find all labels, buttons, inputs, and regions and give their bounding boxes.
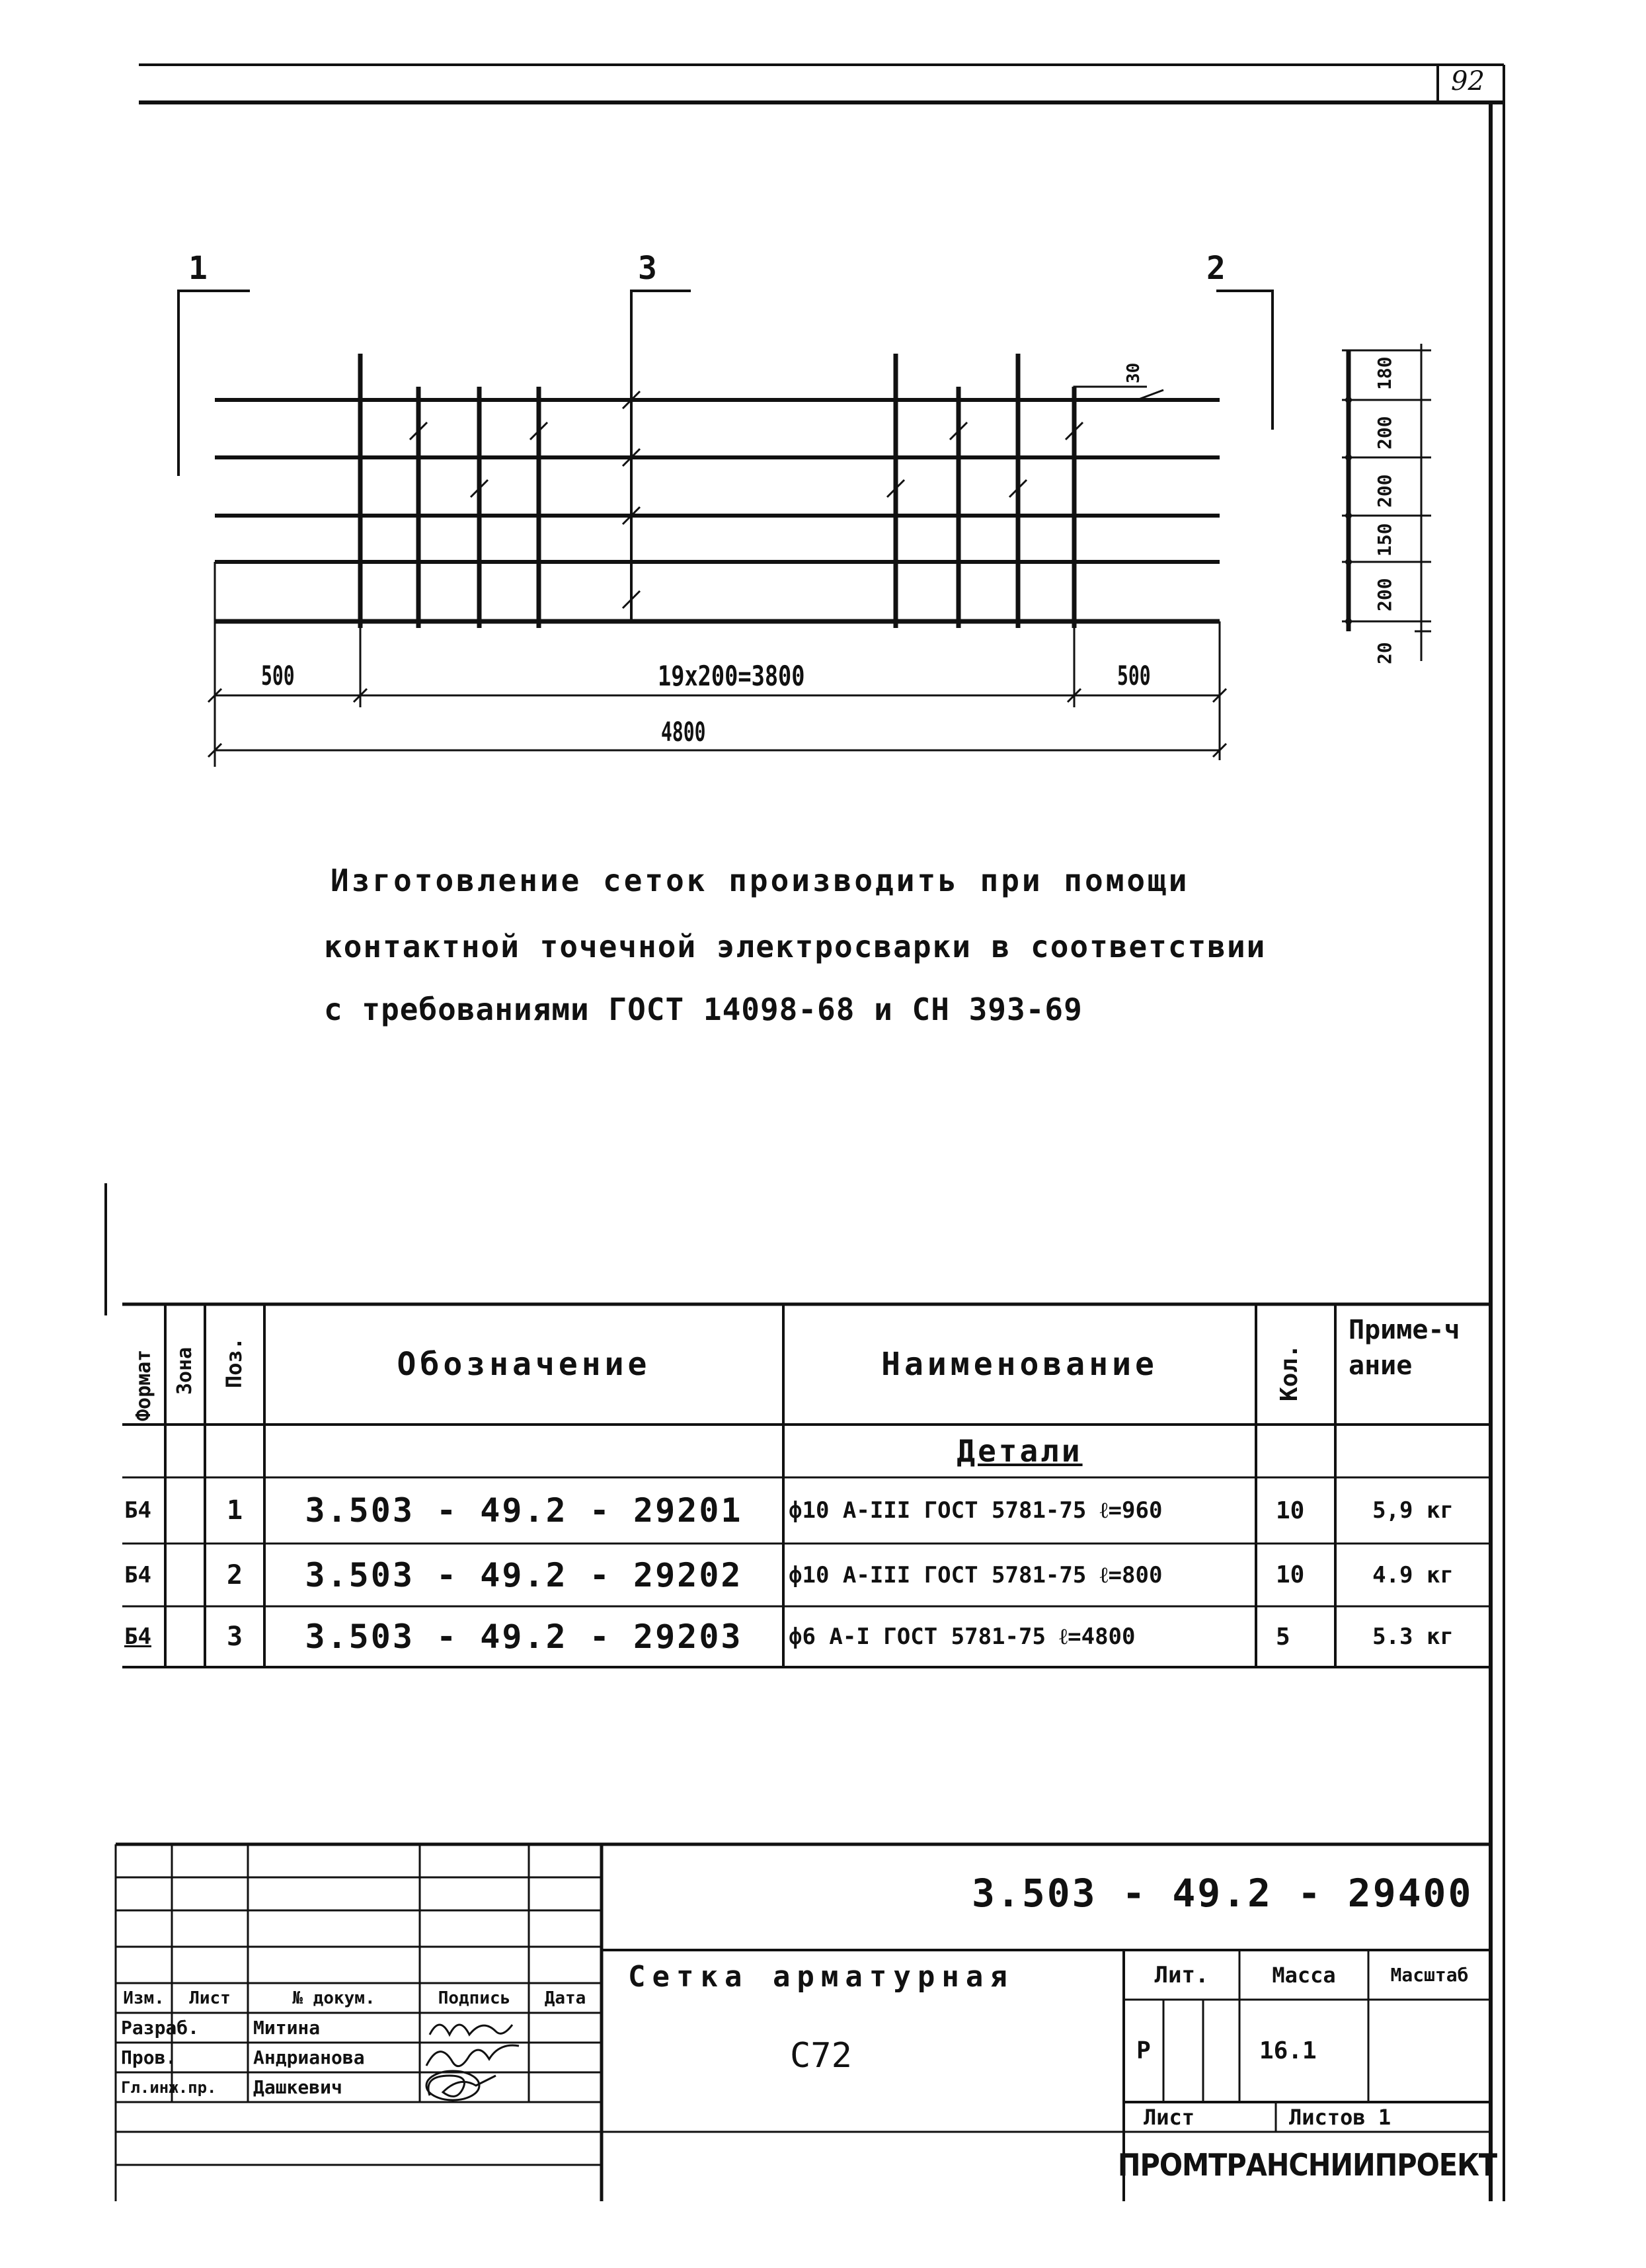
- side-dim-150: 150: [1374, 523, 1395, 557]
- row-pos: 2: [226, 1559, 243, 1590]
- section-details: Детали: [957, 1433, 1083, 1469]
- side-dim-200a: 200: [1374, 416, 1395, 450]
- row-designation: 3.503 - 49.2 - 29203: [305, 1618, 743, 1656]
- sheet-label: Лист: [1144, 2104, 1195, 2130]
- header-zone: Зона: [173, 1347, 196, 1395]
- row-name: ф10 А-III ГОСТ 5781-75 ℓ=800: [789, 1561, 1163, 1588]
- header-qty: Кол.: [1276, 1344, 1303, 1401]
- role-developer: Разраб.: [121, 2017, 200, 2039]
- dim-left: 500: [261, 661, 295, 691]
- doc-number: 3.503 - 49.2 - 29400: [972, 1871, 1473, 1916]
- dim-total: 4800: [661, 717, 706, 748]
- row-pos: 3: [226, 1622, 243, 1652]
- col-header-date: Дата: [544, 1988, 586, 2008]
- name-developer: Митина: [253, 2017, 321, 2039]
- row-format: Б4: [124, 1623, 151, 1650]
- doc-mark: С72: [790, 2036, 852, 2076]
- row-note: 5.3 кг: [1372, 1623, 1454, 1650]
- row-qty: 10: [1276, 1561, 1305, 1588]
- note-line-2: контактной точечной электросварки в соответствии: [324, 929, 1267, 964]
- header-designation: Обозначение: [397, 1346, 651, 1383]
- lit-value: Р: [1136, 2037, 1151, 2064]
- row-note: 4.9 кг: [1372, 1561, 1454, 1588]
- header-pos: Поз.: [221, 1337, 247, 1388]
- row-designation: 3.503 - 49.2 - 29202: [305, 1555, 743, 1594]
- col-header-sign: Подпись: [438, 1988, 511, 2008]
- header-note: Приме-чание: [1349, 1315, 1460, 1381]
- row-pos: 1: [226, 1495, 243, 1526]
- dim-offset: 30: [1124, 362, 1144, 383]
- side-dim-20: 20: [1374, 642, 1395, 664]
- note-line-3: с требованиями ГОСТ 14098-68 и СН 393-69: [324, 992, 1083, 1027]
- role-chief-engineer: Гл.инж.пр.: [121, 2078, 217, 2097]
- name-chief-engineer: Дашкевич: [253, 2076, 342, 2098]
- row-qty: 5: [1276, 1623, 1290, 1651]
- row-note: 5,9 кг: [1372, 1497, 1454, 1524]
- page-number: 92: [1451, 66, 1485, 97]
- dim-middle: 19x200=3800: [658, 660, 805, 692]
- col-header-list: Лист: [189, 1988, 231, 2008]
- header-name: Наименование: [881, 1346, 1158, 1383]
- mass-value: 16.1: [1259, 2037, 1317, 2064]
- scale-label: Масштаб: [1390, 1964, 1469, 1986]
- side-dim-200c: 200: [1374, 578, 1395, 611]
- side-dim-180: 180: [1374, 356, 1395, 390]
- sheets-label: Листов 1: [1289, 2104, 1391, 2130]
- row-name: ф6 А-I ГОСТ 5781-75 ℓ=4800: [789, 1623, 1136, 1650]
- row-designation: 3.503 - 49.2 - 29201: [305, 1491, 743, 1530]
- note-line-1: Изготовление сеток производить при помощи: [331, 863, 1190, 898]
- col-header-izm: Изм.: [123, 1988, 165, 2008]
- callout-3: 3: [638, 250, 657, 287]
- dim-right: 500: [1117, 661, 1151, 691]
- row-format: Б4: [124, 1561, 151, 1588]
- name-checker: Андрианова: [253, 2047, 365, 2068]
- row-format: Б4: [124, 1497, 151, 1524]
- row-name: ф10 А-III ГОСТ 5781-75 ℓ=960: [789, 1497, 1163, 1524]
- callout-1: 1: [188, 250, 208, 287]
- mass-label: Масса: [1272, 1962, 1336, 1988]
- lit-label: Лит.: [1154, 1961, 1209, 1988]
- header-format: Формат: [132, 1349, 155, 1421]
- side-dim-200b: 200: [1374, 474, 1395, 508]
- col-header-doc: № докум.: [292, 1988, 375, 2008]
- callout-2: 2: [1206, 250, 1226, 287]
- doc-title: Сетка арматурная: [628, 1960, 1014, 1994]
- role-checker: Пров.: [121, 2047, 177, 2068]
- organization: ПРОМТРАНСНИИПРОЕКТ: [1117, 2147, 1497, 2183]
- row-qty: 10: [1276, 1497, 1305, 1524]
